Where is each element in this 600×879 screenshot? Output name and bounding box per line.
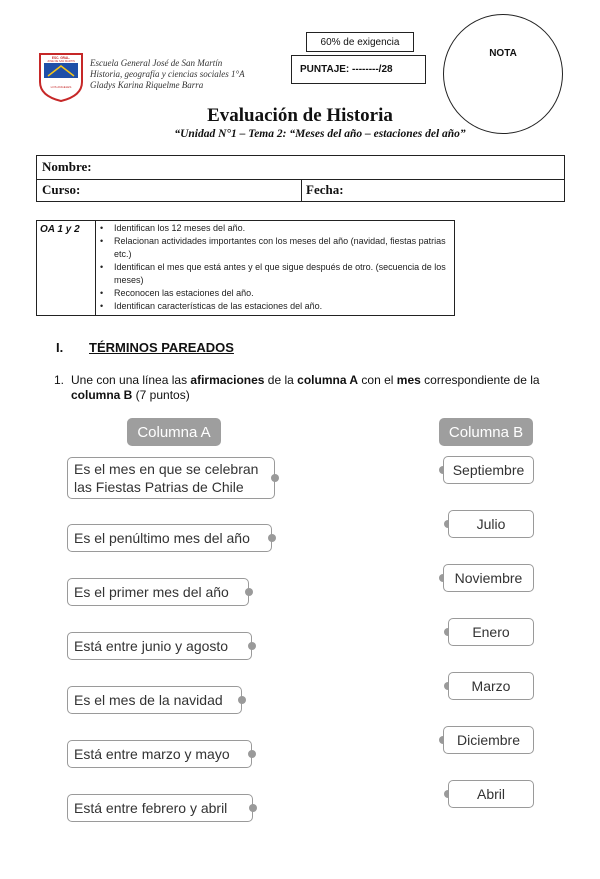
connector-dot[interactable] <box>245 588 253 596</box>
school-logo <box>38 52 84 102</box>
section-number: I. <box>56 340 64 355</box>
exigencia-box: 60% de exigencia <box>306 32 414 52</box>
column-b-item-1[interactable]: Septiembre <box>443 456 534 484</box>
column-a-item-5[interactable]: Es el mes de la navidad <box>67 686 242 714</box>
objective-item: • Relacionan actividades importantes con los meses del año (navidad, fiestas patrias etc.) <box>100 235 455 261</box>
column-b-item-5[interactable]: Marzo <box>448 672 534 700</box>
student-info-table <box>36 155 565 202</box>
logo-text-1: ESC. GRAL. <box>51 56 71 60</box>
logo-text-2: JOSE DE SAN MARTIN <box>47 60 75 63</box>
column-b-header: Columna B <box>439 418 533 446</box>
connector-dot[interactable] <box>238 696 246 704</box>
column-a-item-6[interactable]: Está entre marzo y mayo <box>67 740 252 768</box>
column-a-item-2[interactable]: Es el penúltimo mes del año <box>67 524 272 552</box>
objective-item: • Identifican características de las estaciones del año. <box>100 300 455 313</box>
connector-dot[interactable] <box>248 642 256 650</box>
column-b-item-2[interactable]: Julio <box>448 510 534 538</box>
column-a-item-7[interactable]: Está entre febrero y abril <box>67 794 253 822</box>
fecha-label: Fecha: <box>306 182 344 197</box>
page-title: Evaluación de Historia <box>207 105 393 126</box>
column-a-item-3[interactable]: Es el primer mes del año <box>67 578 249 606</box>
nota-label: NOTA <box>489 48 517 59</box>
oa-label: OA 1 y 2 <box>40 224 80 235</box>
column-b-item-3[interactable]: Noviembre <box>443 564 534 592</box>
curso-label: Curso: <box>42 182 81 197</box>
teacher-name: Gladys Karina Riquelme Barra <box>90 80 204 90</box>
page-subtitle: “Unidad N°1 – Tema 2: “Meses del año – estaciones del año” <box>174 128 466 140</box>
column-a-item-1[interactable]: Es el mes en que se celebran las Fiestas Patrias de Chile <box>67 457 275 499</box>
column-b-item-4[interactable]: Enero <box>448 618 534 646</box>
instruction-number: 1. <box>54 373 65 387</box>
column-b-item-6[interactable]: Diciembre <box>443 726 534 754</box>
puntaje-box: PUNTAJE: --------/28 <box>291 55 426 84</box>
connector-dot[interactable] <box>249 804 257 812</box>
section-title: TÉRMINOS PAREADOS <box>89 340 234 355</box>
objective-item: • Identifican el mes que está antes y el que sigue después de otro. (secuencia de los meses) <box>100 261 455 287</box>
objectives-list <box>100 222 455 313</box>
school-name: Escuela General José de San Martín <box>90 58 223 68</box>
curso-fecha-row <box>37 179 564 202</box>
column-a-header: Columna A <box>127 418 221 446</box>
oa-divider <box>95 220 96 316</box>
subject-line: Historia, geografía y ciencias sociales 1°A <box>90 69 245 79</box>
objective-item: • Identifican los 12 meses del año. <box>100 222 455 235</box>
nombre-label: Nombre: <box>42 159 92 174</box>
column-b-item-7[interactable]: Abril <box>448 780 534 808</box>
instruction-text: Une con una línea las afirmaciones de la columna A con el mes correspondiente de la columna B (7 puntos) <box>71 373 540 402</box>
connector-dot[interactable] <box>248 750 256 758</box>
connector-dot[interactable] <box>268 534 276 542</box>
objective-item: • Reconocen las estaciones del año. <box>100 287 455 300</box>
connector-dot[interactable] <box>271 474 279 482</box>
nombre-row[interactable] <box>37 156 564 180</box>
logo-text-3: LOS ANGELES <box>50 85 72 89</box>
school-info <box>90 58 245 91</box>
column-a-item-4[interactable]: Está entre junio y agosto <box>67 632 252 660</box>
info-divider <box>301 179 302 202</box>
